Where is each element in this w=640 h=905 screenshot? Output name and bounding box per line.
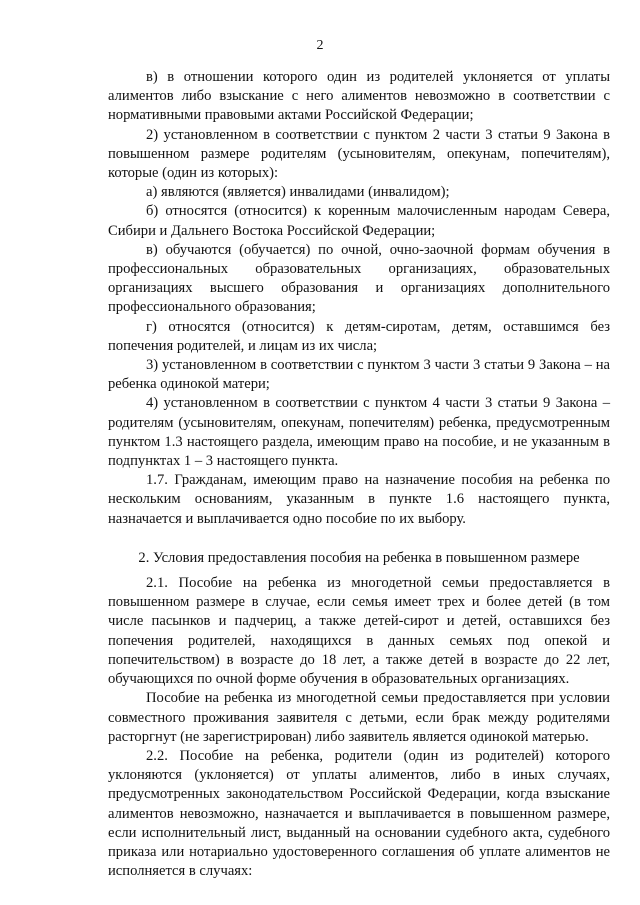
paragraph-item-3: 3) установленном в соответствии с пунктом 3 части 3 статьи 9 Закона – на ребенка одинокой матери; bbox=[108, 357, 610, 393]
document-body bbox=[108, 68, 610, 881]
paragraph-item-4: 4) установленном в соответствии с пунктом 4 части 3 статьи 9 Закона – родителям (усыновителям, опекунам, попечителям) ребенка, предусмотренным пунктом 1.3 настоящего раздела, имеющим право на пособие, и не указанным в подпунктах 1 – 3 настоящего пункта. bbox=[108, 395, 610, 470]
page-number: 2 bbox=[316, 38, 324, 53]
paragraph-2g: г) относятся (относится) к детям-сиротам, детям, оставшимся без попечения родителей, и лицам из их числа; bbox=[108, 318, 610, 354]
section-heading: 2. Условия предоставления пособия на ребенка в повышенном размере bbox=[138, 549, 580, 566]
paragraph-2b: б) относятся (относится) к коренным малочисленным народам Севера, Сибири и Дальнего Востока Российской Федерации; bbox=[108, 203, 610, 239]
paragraph-2-1: 2.1. Пособие на ребенка из многодетной семьи предоставляется в повышенном размере в случае, если семья имеет трех и более детей (в том числе пасынков и падчериц, а также детей-сирот и детей, оставшихся без попечения родителей, находящихся в данных семьях под опекой и попечительством) в возрасте до 18 лет, а также детей в возрасте до 22 лет, обучающихся по очной форме обучения в образовательных организациях. bbox=[108, 575, 610, 688]
paragraph-item-2: 2) установленном в соответствии с пунктом 2 части 3 статьи 9 Закона в повышенном размере родителям (усыновителям, опекунам, попечителям), которые (один из которых): bbox=[108, 126, 610, 182]
paragraph-2-1-cont: Пособие на ребенка из многодетной семьи предоставляется при условии совместного проживания заявителя с детьми, если брак между родителями расторгнут (не зарегистрирован) либо заявитель является одинокой матерью. bbox=[108, 690, 610, 745]
paragraph-2a: а) являются (является) инвалидами (инвалидом); bbox=[146, 184, 450, 201]
paragraph-3v: в) в отношении которого один из родителей уклоняется от уплаты алиментов либо взыскание с него алиментов невозможно в соответствии с нормативными правовыми актами Российской Федерации; bbox=[108, 69, 610, 124]
paragraph-2v: в) обучаются (обучается) по очной, очно-заочной формам обучения в профессиональных образовательных организациях, образовательных организациях высшего образования и организациях дополнительного профессионального образования; bbox=[108, 241, 610, 316]
paragraph-1-7: 1.7. Гражданам, имеющим право на назначение пособия на ребенка по нескольким основаниям, указанным в пункте 1.6 настоящего пункта, назначается и выплачивается одно пособие по их выбору. bbox=[108, 472, 610, 527]
paragraph-2-2: 2.2. Пособие на ребенка, родители (один из родителей) которого уклоняются (уклоняется) от уплаты алиментов, либо в иных случаях, предусмотренных законодательством Российской Федерации, когда взыскание алиментов невозможно, назначается и выплачивается в повышенном размере, если исполнительный лист, выданный на основании судебного акта, судебного приказа или нотариально удостоверенного соглашения об уплате алиментов не исполняется в случаях: bbox=[108, 747, 610, 880]
